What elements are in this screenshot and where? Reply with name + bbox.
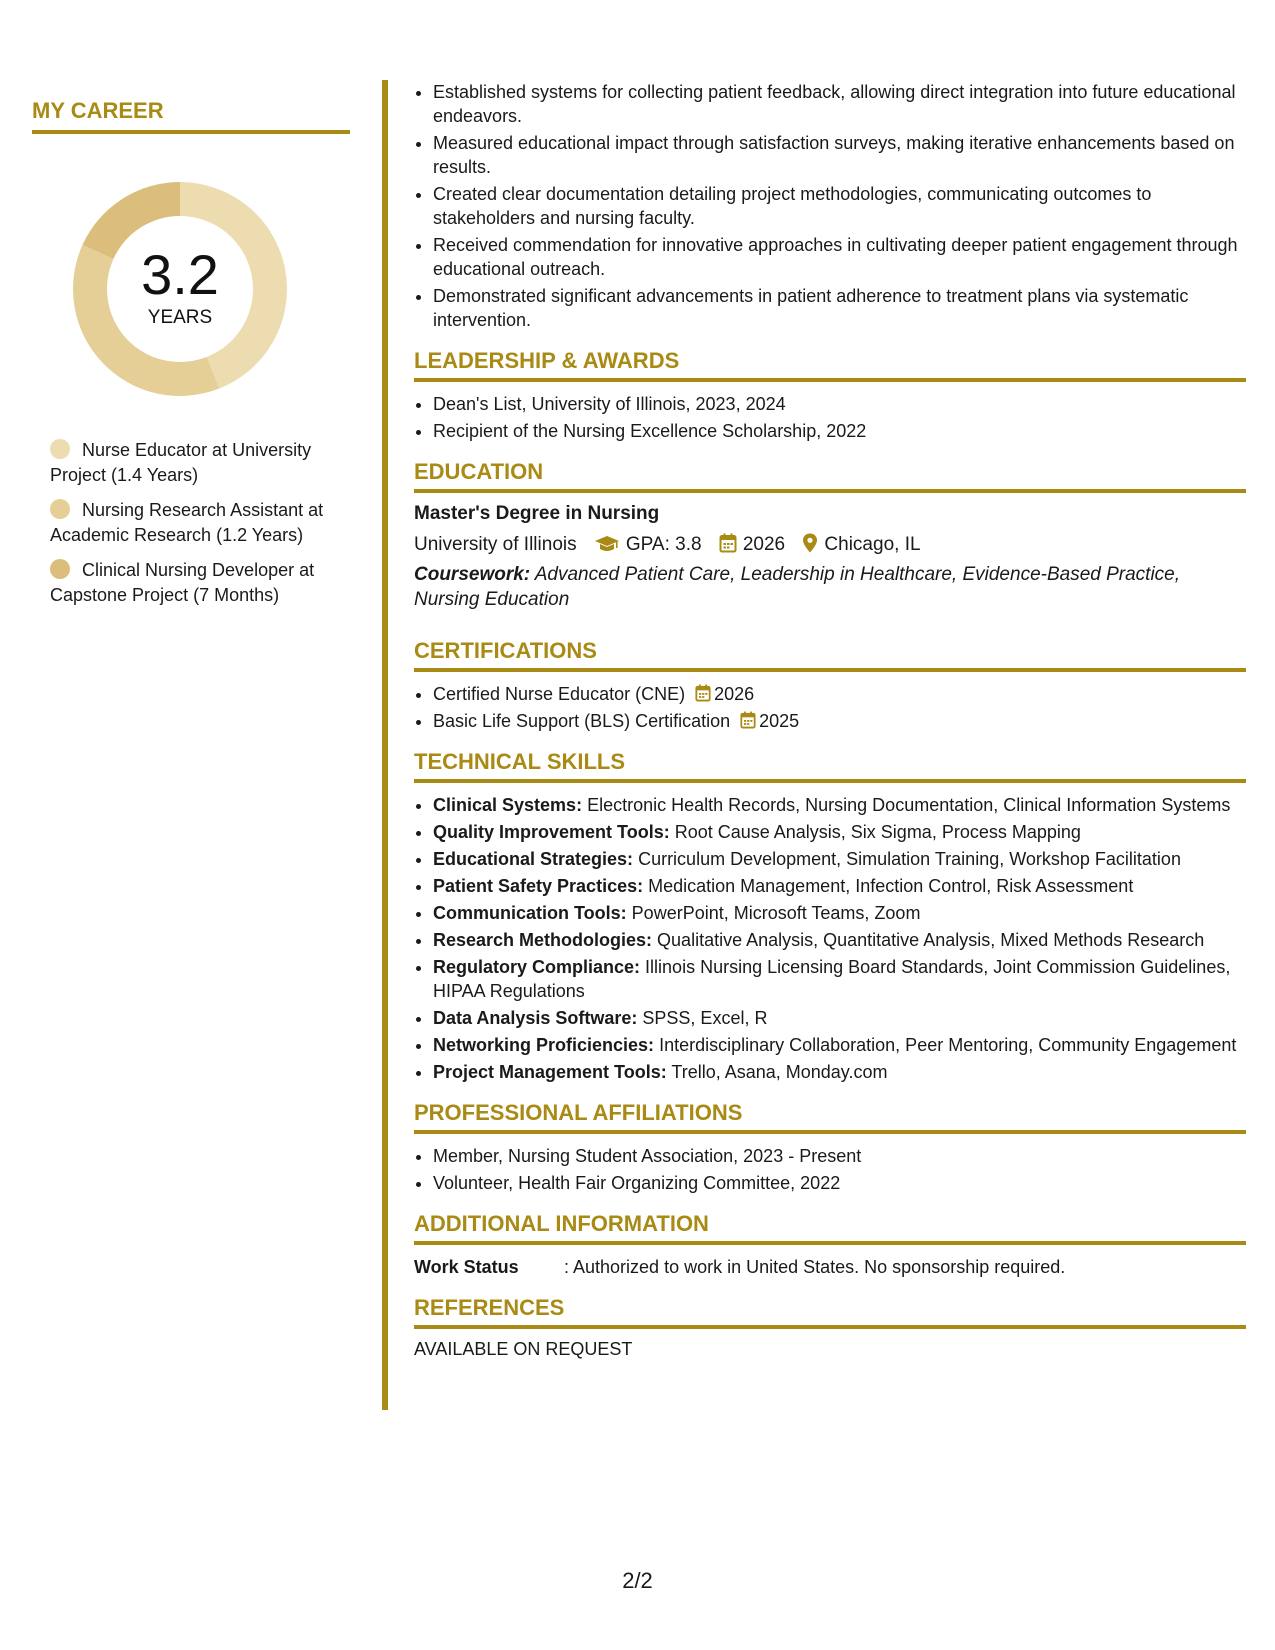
section-title: EDUCATION	[414, 459, 1246, 493]
legend-dot	[50, 439, 70, 459]
career-title: MY CAREER	[32, 98, 350, 134]
references-text: AVAILABLE ON REQUEST	[414, 1339, 633, 1359]
work-status-row: Work Status : Authorized to work in United States. No sponsorship required.	[414, 1257, 1066, 1277]
career-legend-item: Nurse Educator at University Project (1.4 Years)	[50, 440, 312, 485]
location-pin-icon	[802, 533, 818, 553]
list-item: • Basic Life Support (BLS) Certification 2025	[433, 709, 1246, 733]
list-item: • Member, Nursing Student Association, 2023 - Present	[433, 1144, 1246, 1168]
section-title: ADDITIONAL INFORMATION	[414, 1211, 1246, 1245]
leadership-section	[414, 348, 1246, 443]
career-legend	[32, 438, 350, 608]
skill-item: • Communication Tools: PowerPoint, Microsoft Teams, Zoom	[433, 901, 1246, 925]
section-title: CERTIFICATIONS	[414, 638, 1246, 672]
section-title: PROFESSIONAL AFFILIATIONS	[414, 1100, 1246, 1134]
education-meta	[414, 533, 1246, 556]
section-title: TECHNICAL SKILLS	[414, 749, 1246, 783]
list-item: • Certified Nurse Educator (CNE) 2026	[433, 682, 1246, 706]
career-donut-chart	[65, 174, 295, 404]
list-item: • Demonstrated significant advancements in patient adherence to treatment plans via systematic intervention.	[433, 284, 1246, 332]
career-sidebar	[32, 98, 350, 618]
calendar-icon	[740, 711, 756, 729]
location: Chicago, IL	[824, 534, 921, 555]
school-name: University of Illinois	[414, 534, 577, 555]
legend-dot	[50, 559, 70, 579]
calendar-icon	[695, 684, 711, 702]
section-title: LEADERSHIP & AWARDS	[414, 348, 1246, 382]
calendar-icon	[719, 533, 737, 553]
certifications-section	[414, 638, 1246, 733]
experience-bullets	[414, 80, 1246, 332]
career-total-unit: YEARS	[147, 307, 213, 328]
list-item: • Measured educational impact through satisfaction surveys, making iterative enhancements based on results.	[433, 131, 1246, 179]
section-title: REFERENCES	[414, 1295, 1246, 1329]
skill-item: • Networking Proficiencies: Interdisciplinary Collaboration, Peer Mentoring, Community Engagement	[433, 1033, 1246, 1057]
skill-item: • Patient Safety Practices: Medication Management, Infection Control, Risk Assessment	[433, 874, 1246, 898]
skill-item: • Quality Improvement Tools: Root Cause Analysis, Six Sigma, Process Mapping	[433, 820, 1246, 844]
graduation-cap-icon	[594, 535, 620, 553]
list-item: • Dean's List, University of Illinois, 2023, 2024	[433, 392, 1246, 416]
list-item: • Established systems for collecting patient feedback, allowing direct integration into future educational endeavors.	[433, 80, 1246, 128]
main-content	[414, 80, 1246, 1360]
skill-item: • Research Methodologies: Qualitative Analysis, Quantitative Analysis, Mixed Methods Research	[433, 928, 1246, 952]
skill-item: • Data Analysis Software: SPSS, Excel, R	[433, 1006, 1246, 1030]
skill-item: • Project Management Tools: Trello, Asana, Monday.com	[433, 1060, 1246, 1084]
career-total-years: 3.2	[141, 243, 219, 306]
page-number: 2/2	[622, 1568, 653, 1593]
list-item: • Volunteer, Health Fair Organizing Committee, 2022	[433, 1171, 1246, 1195]
affiliations-section	[414, 1100, 1246, 1195]
skill-item: • Educational Strategies: Curriculum Development, Simulation Training, Workshop Facilitation	[433, 847, 1246, 871]
list-item: • Recipient of the Nursing Excellence Scholarship, 2022	[433, 419, 1246, 443]
skills-section	[414, 749, 1246, 1084]
career-legend-item: Nursing Research Assistant at Academic Research (1.2 Years)	[50, 500, 324, 545]
career-legend-item: Clinical Nursing Developer at Capstone Project (7 Months)	[50, 560, 315, 605]
legend-dot	[50, 499, 70, 519]
column-divider	[382, 80, 388, 1410]
skill-item: • Clinical Systems: Electronic Health Records, Nursing Documentation, Clinical Information Systems	[433, 793, 1246, 817]
list-item: • Created clear documentation detailing project methodologies, communicating outcomes to stakeholders and nursing faculty.	[433, 182, 1246, 230]
gpa: GPA: 3.8	[625, 534, 702, 555]
additional-section	[414, 1211, 1246, 1279]
list-item: • Received commendation for innovative approaches in cultivating deeper patient engagement through educational outreach.	[433, 233, 1246, 281]
coursework: Coursework: Advanced Patient Care, Leadership in Healthcare, Evidence-Based Practice, Nursing Education	[414, 564, 1181, 610]
education-section	[414, 459, 1246, 612]
graduation-year: 2026	[742, 534, 786, 555]
skills-list	[414, 793, 1246, 1084]
references-section	[414, 1295, 1246, 1360]
skill-item: • Regulatory Compliance: Illinois Nursing Licensing Board Standards, Joint Commission Guidelines, HIPAA Regulations	[433, 955, 1246, 1003]
degree-title: Master's Degree in Nursing	[414, 503, 660, 524]
